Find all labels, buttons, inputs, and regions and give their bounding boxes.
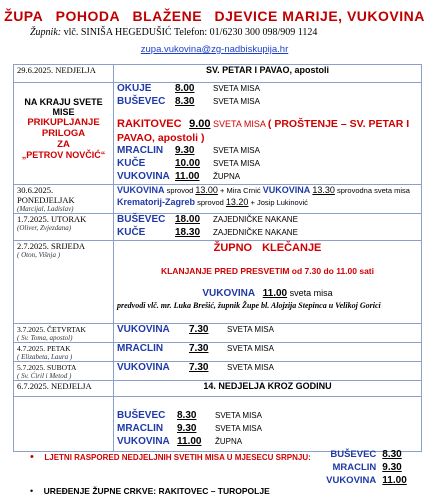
- mass-type: SVETA MISA: [213, 159, 260, 168]
- note-line: „PETROV NOVČIĆ“: [21, 150, 106, 160]
- mass-time: 8.30: [177, 410, 197, 421]
- date-text: 1.7.2025. UTORAK: [17, 214, 87, 224]
- funeral-line: [117, 197, 418, 209]
- mass-time: 13.30: [312, 185, 335, 195]
- mass-line: [117, 214, 418, 227]
- mass-place: VUKOVINA: [117, 362, 170, 373]
- funeral-line: [117, 185, 418, 197]
- adoration-time: KLANJANJE PRED PRESVETIM od 7.30 do 11.00 sati: [160, 266, 375, 276]
- mass-line: [117, 171, 418, 184]
- mass-line: [117, 410, 418, 423]
- table-row: [14, 381, 422, 397]
- mass-place: Krematorij-Zagreb: [117, 197, 196, 207]
- mass-time: 7.30: [189, 343, 209, 354]
- masses-cell: [114, 83, 422, 185]
- mass-type: SVETA MISA: [227, 363, 274, 372]
- mass-time: 11.00: [177, 436, 202, 447]
- table-row: [14, 83, 422, 185]
- title-word: POHODA: [55, 8, 121, 24]
- mass-type: ŽUPNA: [215, 437, 243, 446]
- mass-line: [117, 362, 418, 377]
- mass-time: 9.30: [382, 462, 402, 473]
- summer-item: [318, 462, 418, 475]
- feast-cell: [114, 381, 422, 397]
- mass-place: BUŠEVEC: [117, 410, 166, 421]
- saints-text: (Oliver, Zvjezdana): [17, 224, 72, 232]
- parish-email-link[interactable]: zupa.vukovina@zg-nadbiskupija.hr: [140, 44, 289, 55]
- mass-time: 18.30: [175, 227, 201, 238]
- mass-type: SVETA MISA: [227, 325, 274, 334]
- mass-type: ŽUPNA: [213, 172, 241, 181]
- saints-text: ( Sv. Ćiril i Metod ): [17, 372, 72, 380]
- mass-time: 13.00: [195, 185, 218, 195]
- date-text: 4.7.2025. PETAK: [17, 344, 71, 353]
- mass-type: SVETA MISA: [213, 146, 260, 155]
- mass-place: KUČE: [117, 158, 146, 169]
- parish-title: [0, 8, 429, 24]
- mass-place: RAKITOVEC: [117, 118, 182, 130]
- mass-type: SVETA MISA: [227, 344, 274, 353]
- masses-cell: [114, 241, 422, 324]
- renovation-note: [30, 486, 270, 496]
- mass-line: [117, 227, 418, 240]
- date-cell: [14, 362, 114, 381]
- date-text: 5.7.2025. SUBOTA: [17, 363, 77, 372]
- note-line: PRIKUPLJANJE: [27, 117, 100, 128]
- renovation-text: UREĐENJE ŽUPNE CRKVE: RAKITOVEC – TUROPOLJE: [43, 486, 270, 496]
- title-word: DJEVICE MARIJE,: [214, 8, 343, 24]
- mass-place: BUŠEVEC: [117, 214, 166, 225]
- saints-text: ( Sv. Toma, apostol): [17, 334, 73, 342]
- summer-item: [318, 475, 418, 488]
- title-word: BLAŽENE: [132, 8, 203, 24]
- note-line: ZA: [57, 139, 70, 150]
- table-row: [14, 185, 422, 214]
- mass-place: MRACLIN: [117, 423, 164, 434]
- date-text: 29.6.2025. NEDJELJA: [17, 65, 96, 75]
- summer-label: LJETNI RASPORED NEDJELJNIH SVETIH MISA U MJESECU SRPNJU:: [44, 453, 311, 462]
- date-text: 6.7.2025. NEDJELJA: [17, 381, 92, 391]
- note-line: PRILOGA: [41, 128, 86, 139]
- mass-place: VUKOVINA: [117, 324, 170, 335]
- table-row: [14, 397, 422, 452]
- mass-line: [117, 324, 418, 339]
- event-type: sprovod: [166, 186, 194, 195]
- table-row: [14, 241, 422, 324]
- masses-cell: [114, 362, 422, 381]
- mass-place: OKUJE: [117, 83, 152, 94]
- title-word: ŽUPNO: [213, 242, 253, 254]
- pastor-line: [30, 27, 317, 38]
- masses-cell: [114, 185, 422, 214]
- note-cell: [14, 83, 114, 185]
- masses-cell: [114, 324, 422, 343]
- mass-time: 9.30: [177, 423, 197, 434]
- pastor-label: Župnik:: [30, 27, 62, 38]
- summer-schedule: [30, 451, 311, 463]
- date-cell: [14, 241, 114, 324]
- mass-time: 7.30: [189, 362, 209, 373]
- mass-type: SVETA MISA: [213, 119, 266, 129]
- date-cell: [14, 185, 114, 214]
- pastor-contact: vlč. SINIŠA HEGEDUŠIĆ Telefon: 01/6230 300 098/909 1124: [63, 27, 318, 38]
- mass-line: [117, 288, 418, 299]
- mass-time: 18.00: [175, 214, 201, 225]
- mass-time: 13.20: [225, 197, 249, 207]
- mass-place: VUKOVINA: [262, 185, 311, 195]
- mass-place: KUČE: [117, 227, 146, 238]
- feast-cell: [114, 65, 422, 83]
- date-cell: [14, 343, 114, 362]
- mass-line: [117, 83, 418, 96]
- title-word: KLEČANJE: [262, 242, 322, 254]
- mass-place: MRACLIN: [117, 343, 164, 354]
- mass-line: [117, 343, 418, 358]
- event-type: sprovodna sveta misa: [336, 186, 410, 195]
- date-text: 30.6.2025. PONEDJELJAK: [17, 185, 75, 205]
- mass-place: MRACLIN: [117, 145, 164, 156]
- mass-place: VUKOVINA: [202, 288, 256, 299]
- mass-place: VUKOVINA: [117, 436, 170, 447]
- note-line: NA KRAJU SVETE MISE: [24, 97, 103, 117]
- feast-note: ( PROŠTENJE – SV. PETAR I PAVAO, apostoli ): [117, 118, 410, 144]
- title-word: ŽUPA: [4, 8, 44, 24]
- mass-time: 7.30: [189, 324, 209, 335]
- date-cell: [14, 381, 114, 397]
- table-row: [14, 65, 422, 83]
- mass-line: [117, 145, 418, 158]
- mass-time: 11.00: [262, 288, 288, 299]
- mass-time: 8.00: [175, 83, 195, 94]
- table-row: [14, 362, 422, 381]
- mass-time: 8.30: [175, 96, 195, 107]
- mass-type: ZAJEDNIČKE NAKANE: [213, 228, 298, 237]
- mass-type: SVETA MISA: [215, 424, 262, 433]
- adoration-title: [117, 242, 418, 254]
- masses-cell: [114, 343, 422, 362]
- title-word: VUKOVINA: [346, 8, 425, 24]
- mass-place: VUKOVINA: [117, 185, 165, 195]
- deceased-name: + Josip Lukinović: [250, 198, 308, 207]
- saints-text: ( Oton, Višnja ): [17, 251, 61, 259]
- mass-type: SVETA MISA: [215, 411, 262, 420]
- mass-place: VUKOVINA: [117, 171, 170, 182]
- rakitovec-line: [117, 117, 418, 145]
- feast-title: 14. NEDJELJA KROZ GODINU: [203, 381, 332, 391]
- mass-type: sveta misa: [289, 288, 333, 298]
- mass-type: ZAJEDNIČKE NAKANE: [213, 215, 298, 224]
- table-row: [14, 343, 422, 362]
- masses-cell: [114, 214, 422, 241]
- mass-line: [117, 96, 418, 109]
- mass-place: BUŠEVEC: [330, 449, 377, 460]
- mass-line: [117, 436, 418, 449]
- schedule-table: [13, 64, 422, 452]
- date-cell: [14, 65, 114, 83]
- table-row: [14, 214, 422, 241]
- date-cell: [14, 214, 114, 241]
- mass-place: MRACLIN: [332, 462, 377, 473]
- date-cell: [14, 324, 114, 343]
- mass-type: SVETA MISA: [213, 84, 260, 93]
- feast-title: SV. PETAR I PAVAO, apostoli: [205, 65, 330, 75]
- mass-place: VUKOVINA: [326, 475, 377, 486]
- mass-time: 11.00: [382, 475, 407, 486]
- table-row: [14, 324, 422, 343]
- bullet-icon: •: [30, 451, 34, 463]
- bullet-icon: •: [30, 486, 34, 496]
- mass-line: [117, 423, 418, 436]
- masses-cell: [114, 397, 422, 452]
- mass-time: 10.00: [175, 158, 201, 169]
- mass-place: BUŠEVEC: [117, 96, 166, 107]
- mass-time: 9.00: [189, 118, 211, 130]
- mass-time: 11.00: [175, 171, 200, 182]
- saints-text: ( Elizabeta, Laura ): [17, 353, 73, 361]
- date-text: 2.7.2025. SRIJEDA: [17, 241, 86, 251]
- mass-time: 8.30: [382, 449, 402, 460]
- deceased-name: + Mira Crnić: [220, 186, 261, 195]
- date-text: 3.7.2025. ČETVRTAK: [17, 325, 86, 334]
- mass-type: SVETA MISA: [213, 97, 260, 106]
- summer-list: [318, 449, 418, 488]
- empty-cell: [14, 397, 114, 452]
- mass-time: 9.30: [175, 145, 195, 156]
- event-type: sprovod: [197, 198, 224, 207]
- saints-text: (Marcijal, Ladislav): [17, 205, 74, 213]
- summer-item: [318, 449, 418, 462]
- mass-line: [117, 158, 418, 171]
- presider-text: predvodi vlč. mr. Luka Brešić, župnik Župe bl. Alojzija Stepinca u Velikoj Gorici: [117, 301, 381, 310]
